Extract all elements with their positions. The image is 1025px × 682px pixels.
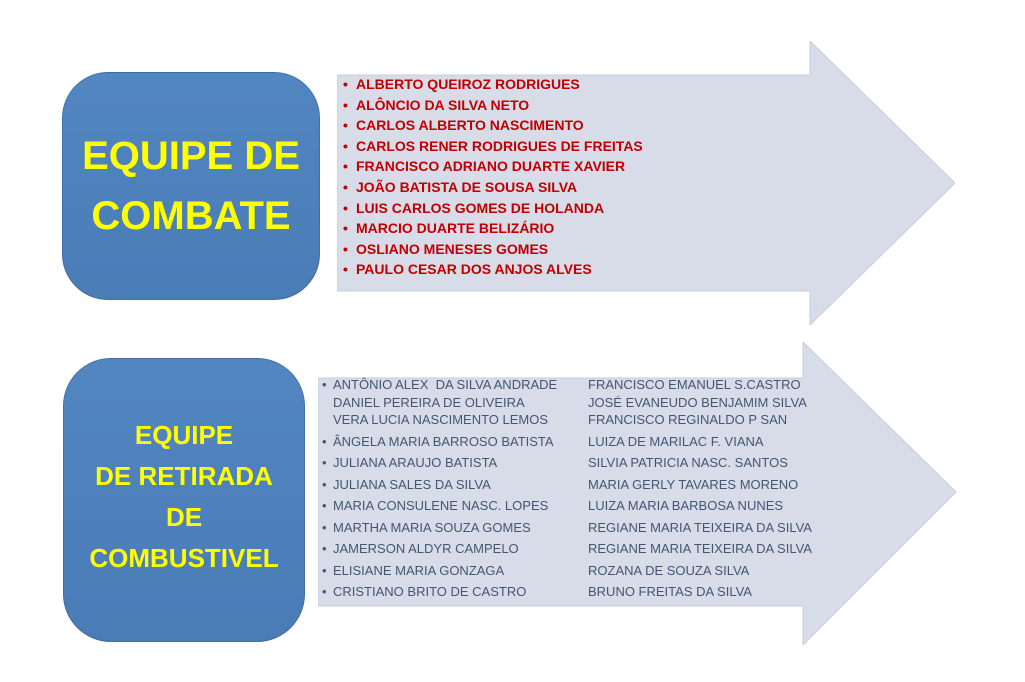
fuel-member: REGIANE MARIA TEIXEIRA DA SILVA	[588, 541, 812, 556]
fuel-member: MARIA GERLY TAVARES MORENO	[588, 476, 799, 492]
combat-member-list	[343, 74, 803, 280]
combat-member: • JOÃO BATISTA DE SOUSA SILVA	[343, 177, 803, 198]
fuel-member: • ELISIANE MARIA GONZAGA	[322, 562, 584, 580]
fuel-member: SILVIA PATRICIA NASC. SANTOS	[588, 455, 788, 470]
fuel-team-box	[63, 358, 305, 642]
combat-team-title-line: COMBATE	[91, 194, 291, 238]
fuel-member: • JULIANA ARAUJO BATISTA	[322, 454, 584, 472]
fuel-team-title-line: DE	[165, 501, 203, 532]
fuel-member: JOSÉ EVANEUDO BENJAMIM SILVA	[588, 394, 807, 410]
fuel-member: ROZANA DE SOUZA SILVA	[588, 562, 750, 578]
fuel-member: • MARIA CONSULENE NASC. LOPES	[322, 497, 584, 515]
fuel-team-arrow-shape	[318, 342, 956, 645]
fuel-member: • MARTHA MARIA SOUZA GOMES	[322, 519, 584, 537]
combat-member: • OSLIANO MENESES GOMES	[343, 239, 803, 260]
combat-team-title-line: EQUIPE DE	[82, 134, 300, 178]
combat-member: • ALBERTO QUEIROZ RODRIGUES	[343, 74, 803, 95]
fuel-member: • ÂNGELA MARIA BARROSO BATISTA	[322, 433, 584, 451]
combat-member: • CARLOS ALBERTO NASCIMENTO	[343, 115, 803, 136]
fuel-member: REGIANE MARIA TEIXEIRA DA SILVA	[588, 519, 812, 535]
combat-member: • MARCIO DUARTE BELIZÁRIO	[343, 218, 803, 239]
fuel-member: FRANCISCO EMANUEL S.CASTRO	[588, 377, 801, 392]
combat-member: • PAULO CESAR DOS ANJOS ALVES	[343, 259, 803, 280]
fuel-member: BRUNO FREITAS DA SILVA	[588, 584, 752, 599]
combat-member: • LUIS CARLOS GOMES DE HOLANDA	[343, 198, 803, 219]
fuel-member: • ANTÔNIO ALEX DA SILVA ANDRADE	[322, 376, 584, 394]
fuel-member: • JAMERSON ALDYR CAMPELO	[322, 540, 584, 558]
combat-member: • CARLOS RENER RODRIGUES DE FREITAS	[343, 136, 803, 157]
combat-member: • FRANCISCO ADRIANO DUARTE XAVIER	[343, 156, 803, 177]
fuel-member: DANIEL PEREIRA DE OLIVEIRA	[333, 394, 525, 410]
fuel-member: LUIZA MARIA BARBOSA NUNES	[588, 498, 784, 513]
fuel-member-list-left	[322, 376, 584, 601]
fuel-member: FRANCISCO REGINALDO P SAN	[588, 412, 788, 427]
combat-member: • ALÔNCIO DA SILVA NETO	[343, 95, 803, 116]
fuel-member: LUIZA DE MARILAC F. VIANA	[588, 433, 764, 449]
fuel-team-title-line: COMBUSTIVEL	[89, 542, 279, 573]
combat-team-box	[62, 72, 320, 300]
fuel-member: • CRISTIANO BRITO DE CASTRO	[322, 583, 584, 601]
fuel-member: • JULIANA SALES DA SILVA	[322, 476, 584, 494]
fuel-team-title-line: EQUIPE	[134, 419, 234, 450]
combat-arrow-shape	[337, 41, 955, 325]
fuel-member: VERA LUCIA NASCIMENTO LEMOS	[333, 412, 549, 427]
fuel-member-list-right	[588, 376, 838, 601]
fuel-team-title-line: DE RETIRADA	[95, 460, 273, 491]
